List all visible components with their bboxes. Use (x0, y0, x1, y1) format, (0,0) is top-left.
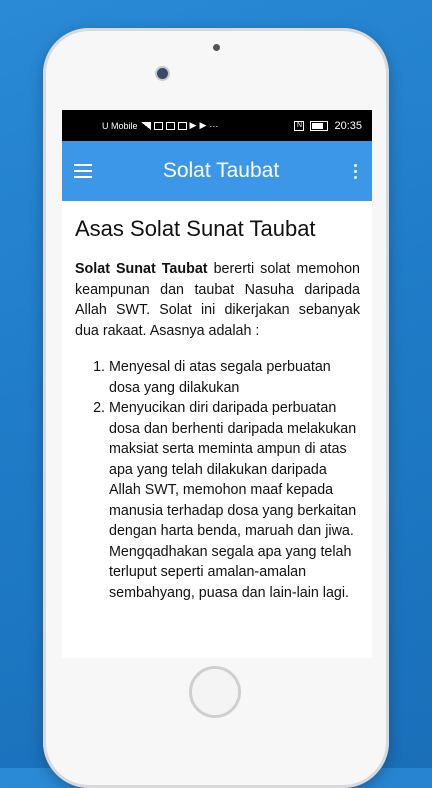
notification-icon (178, 122, 187, 130)
article-content (62, 201, 372, 603)
article-heading: Asas Solat Sunat Taubat (75, 216, 316, 241)
overflow-menu-icon[interactable] (350, 164, 360, 179)
list-item: 1. Menyesal di atas segala perbuatan dosa yang dilakukan (109, 357, 360, 398)
hamburger-menu-icon[interactable] (74, 164, 92, 178)
app-title: Solat Taubat (162, 159, 280, 182)
app-bar (62, 141, 372, 201)
notification-icon (166, 122, 175, 130)
signal-icon (141, 122, 151, 130)
carrier-label: U Mobile (102, 120, 138, 131)
nfc-icon: N (294, 121, 304, 131)
notification-icon (154, 122, 163, 130)
intro-paragraph (75, 259, 360, 341)
home-button[interactable] (189, 666, 241, 718)
battery-icon (310, 121, 328, 131)
play-icon: ▶ (189, 120, 197, 130)
clock: 20:35 (334, 119, 362, 132)
intro-bold-term: Solat Sunat Taubat (75, 261, 208, 277)
list-item: 2. Menyucikan diri daripada perbuatan dosa dan berhenti daripada melakukan maksiat serta meminta ampun di atas apa yang telah dilakukan daripada Allah SWT, memohon maaf kepada manusia terhadap dosa yang berkaitan dengan harta benda, maruah dan jiwa. Mengqadhakan segala apa yang telah terluput seperti amalan-amalan sembahyang, puasa dan lain-lain lagi. (109, 398, 360, 603)
intro-text: bererti solat memohon keampunan dan taubat Nasuha daripada Allah SWT. Solat ini dikerjakan sebanyak dua rakaat. Asasnya adalah : (75, 261, 360, 339)
points-list (75, 357, 360, 603)
more-notifications-icon: ··· (209, 120, 219, 131)
speaker (213, 44, 220, 51)
play-icon: ▶ (199, 120, 207, 130)
front-camera (155, 66, 170, 81)
phone-screen (62, 110, 372, 658)
status-bar (62, 110, 372, 141)
